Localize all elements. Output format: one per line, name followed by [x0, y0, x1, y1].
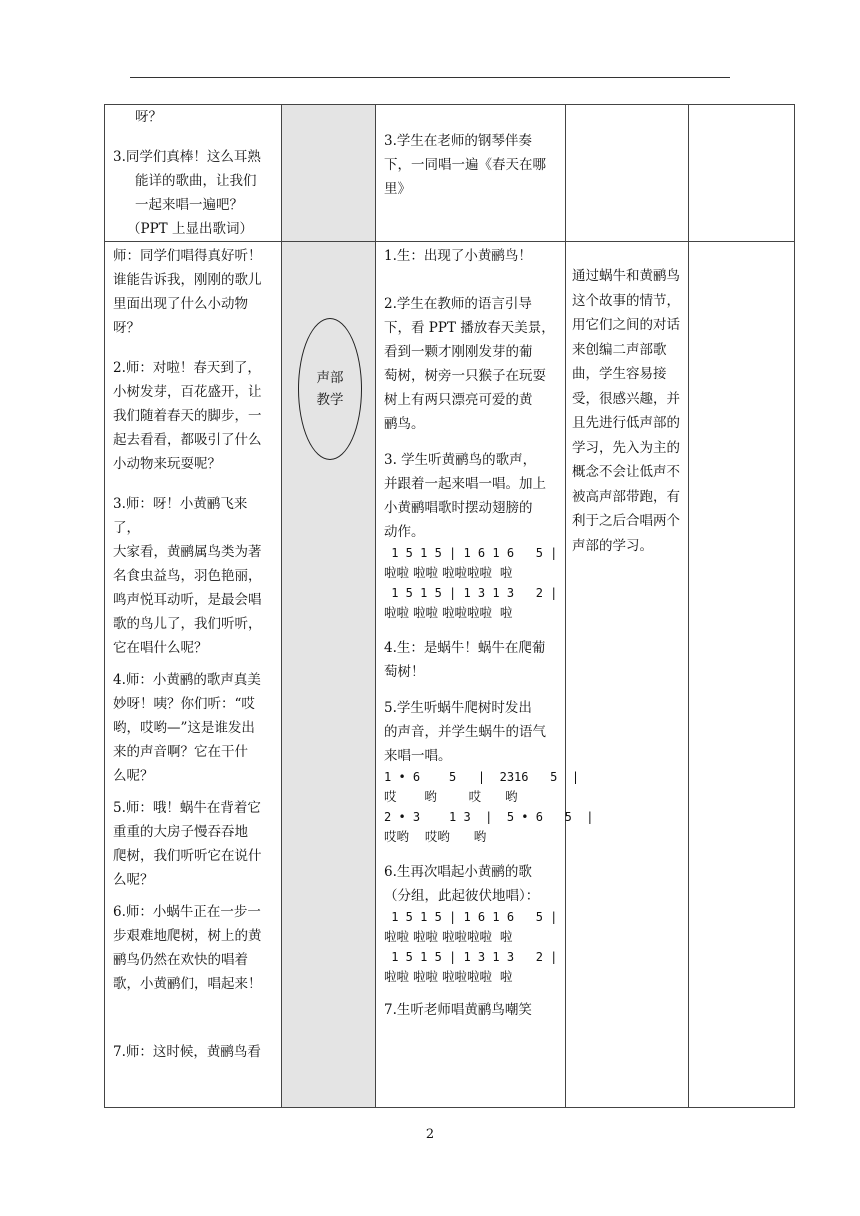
- student-line: 2.学生在教师的语言引导: [384, 296, 532, 312]
- teacher-line: （PPT 上显出歌词）: [127, 221, 253, 237]
- teacher-line: 鸣声悦耳动听，是最会唱: [113, 592, 262, 608]
- teacher-line: 爬树，我们听听它在说什: [113, 848, 262, 864]
- student-line: 萄树！: [384, 664, 425, 680]
- teacher-line: 3.师：呀！小黄鹂飞来了，: [113, 496, 248, 536]
- student-line: 1.生：出现了小黄鹂鸟！: [384, 248, 532, 264]
- teacher-line: 重重的大房子慢吞吞地: [113, 824, 248, 840]
- student-line: 并跟着一起来唱一唱。加上: [384, 476, 546, 492]
- score-notation: 1 5 1 5 | 1 6 1 6 5 |: [384, 546, 558, 560]
- stage-label: 教学: [316, 392, 344, 408]
- teacher-line: 步艰难地爬树，树上的黄: [113, 928, 262, 944]
- table-row: [105, 242, 795, 1108]
- teacher-line: 谁能告诉我，刚刚的歌儿: [113, 272, 262, 288]
- stage-label-oval: [298, 318, 362, 460]
- student-line: 树上有两只漂亮可爱的黄: [384, 392, 533, 408]
- score-lyrics: 啦啦 啦啦 啦啦啦啦 啦: [384, 969, 513, 984]
- teacher-line: 5.师：哦！蜗牛在背着它: [113, 800, 261, 816]
- student-activity-cell: [376, 242, 594, 1108]
- student-line: 下，看 PPT 播放春天美景，: [384, 320, 555, 336]
- page-number: 2: [425, 1127, 435, 1142]
- student-line: 下，一同唱一遍《春天在哪: [384, 157, 546, 173]
- score-notation: 1 5 1 5 | 1 3 1 3 2 |: [384, 950, 558, 964]
- table-row: [105, 105, 795, 242]
- teacher-line: 大家看，黄鹂属鸟类为著: [113, 544, 262, 560]
- teacher-line: 来的声音啊？它在干什: [113, 744, 248, 760]
- teacher-line: 呀？: [135, 109, 162, 125]
- teacher-line: 呀？: [113, 320, 140, 336]
- teacher-line: 小动物来玩耍呢？: [113, 456, 221, 472]
- teacher-line: 它在唱什么呢？: [113, 640, 208, 656]
- teacher-line: 起去看看，都吸引了什么: [113, 432, 262, 448]
- score-lyrics: 哎 哟 哎 哟: [384, 789, 518, 804]
- teacher-line: 6.师：小蜗牛正在一步一: [113, 904, 261, 920]
- score-lyrics: 啦啦 啦啦 啦啦啦啦 啦: [384, 565, 513, 580]
- student-line: 小黄鹂唱歌时摆动翅膀的: [384, 500, 533, 516]
- student-line: 7.生听老师唱黄鹂鸟嘲笑: [384, 1002, 532, 1018]
- teacher-line: 4.师：小黄鹂的歌声真美: [113, 672, 261, 688]
- student-line: 来唱一唱。: [384, 748, 452, 764]
- teacher-line: 能详的歌曲，让我们: [135, 173, 257, 189]
- student-line: 3.学生在老师的钢琴伴奏: [384, 133, 532, 149]
- teacher-line: 2.师：对啦！春天到了，: [113, 360, 261, 376]
- header-rule: [130, 77, 730, 78]
- score-notation: 1 • 6 5 | 2316 5 |: [384, 770, 580, 784]
- stage-cell: [282, 242, 376, 1108]
- student-line: 动作。: [384, 524, 425, 540]
- stage-label: 声部: [316, 370, 344, 386]
- teacher-line: 我们随着春天的脚步，一: [113, 408, 262, 424]
- student-activity-cell: [376, 105, 566, 242]
- student-line: 4.生：是蜗牛！蜗牛在爬葡: [384, 640, 546, 656]
- teacher-line: 歌的鸟儿了，我们听听，: [113, 616, 262, 632]
- teacher-line: 名食虫益鸟，羽色艳丽，: [113, 568, 262, 584]
- student-line: 3. 学生听黄鹂鸟的歌声，: [384, 452, 537, 468]
- teacher-activity-cell: [105, 105, 282, 242]
- student-line: 看到一颗才刚刚发芽的葡: [384, 344, 533, 360]
- teacher-line: 么呢？: [113, 768, 154, 784]
- teacher-line: 师：同学们唱得真好听！: [113, 248, 262, 264]
- score-lyrics: 哎哟 哎哟 哟: [384, 829, 487, 844]
- score-notation: 1 5 1 5 | 1 6 1 6 5 |: [384, 910, 558, 924]
- design-intent-cell: [566, 105, 689, 242]
- notes-cell: [689, 105, 795, 242]
- stage-cell: [282, 105, 376, 242]
- design-intent-cell: [566, 242, 689, 1108]
- teacher-activity-cell: [105, 242, 282, 1108]
- teacher-line: 鹂鸟仍然在欢快的唱着: [113, 952, 248, 968]
- teacher-line: 歌，小黄鹂们，唱起来！: [113, 976, 262, 992]
- lesson-plan-table: [104, 104, 795, 1108]
- score-notation: 1 5 1 5 | 1 3 1 3 2 |: [384, 586, 558, 600]
- score-notation: 2 • 3 1 3 | 5 • 6 5 |: [384, 810, 594, 824]
- student-line: 5.学生听蜗牛爬树时发出: [384, 700, 532, 716]
- teacher-line: 小树发芽，百花盛开，让: [113, 384, 262, 400]
- design-intent-text: 通过蜗牛和黄鹂鸟这个故事的情节，用它们之间的对话来创编二声部歌曲，学生容易接受，很感兴趣，并且先进行低声部的学习，先入为主的概念不会让低声不被高声部带跑，有利于之后合唱两个声部的学习。: [572, 268, 680, 554]
- teacher-line: 哟，哎哟—”这是谁发出: [113, 720, 255, 736]
- student-line: 6.生再次唱起小黄鹂的歌: [384, 864, 532, 880]
- teacher-line: 里面出现了什么小动物: [113, 296, 248, 312]
- student-line: 里》: [384, 181, 411, 197]
- teacher-line: 7.师：这时候，黄鹂鸟看: [113, 1044, 261, 1060]
- notes-cell: [689, 242, 795, 1108]
- student-line: 的声音，并学生蜗牛的语气: [384, 724, 546, 740]
- teacher-line: 3.同学们真棒！这么耳熟: [113, 149, 261, 165]
- teacher-line: 么呢？: [113, 872, 154, 888]
- student-line: 鹂鸟。: [384, 416, 425, 432]
- student-line: （分组，此起彼伏地唱）：: [384, 888, 540, 904]
- score-lyrics: 啦啦 啦啦 啦啦啦啦 啦: [384, 605, 513, 620]
- teacher-line: 妙呀！咦？你们听：“哎: [113, 696, 255, 712]
- score-lyrics: 啦啦 啦啦 啦啦啦啦 啦: [384, 929, 513, 944]
- student-line: 萄树，树旁一只猴子在玩耍: [384, 368, 546, 384]
- teacher-line: 一起来唱一遍吧？: [135, 197, 243, 213]
